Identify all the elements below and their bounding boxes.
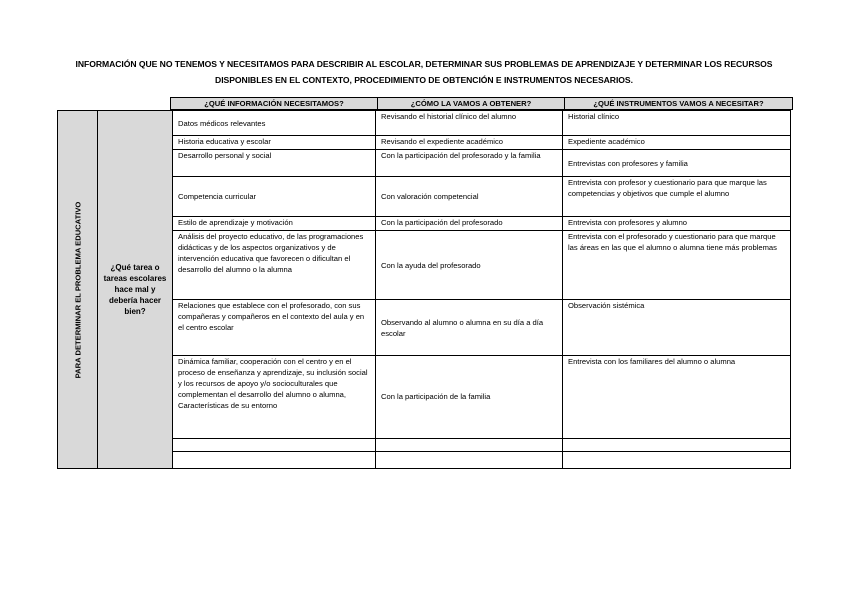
how-cell: Revisando el expediente académico [376, 136, 563, 150]
tool-cell: Entrevista con profesores y alumno [563, 217, 791, 231]
tool-cell: Entrevistas con profesores y familia [563, 150, 791, 177]
how-cell: Con la ayuda del profesorado [376, 231, 563, 300]
tool-cell: Entrevista con el profesorado y cuestionario para que marque las áreas en las que el alumno o alumna tiene más problemas [563, 231, 791, 300]
header-how-obtain: ¿CÓMO LA VAMOS A OBTENER? [377, 98, 564, 109]
how-cell: Con la participación del profesorado [376, 217, 563, 231]
tool-cell [563, 438, 791, 451]
info-cell: Competencia curricular [173, 177, 376, 217]
info-cell: Desarrollo personal y social [173, 150, 376, 177]
side-label-cell [58, 111, 98, 469]
info-table [57, 110, 791, 469]
side-label: PARA DETERMINAR EL PROBLEMA EDUCATIVO [73, 201, 82, 378]
how-cell: Observando al alumno o alumna en su día a día escolar [376, 300, 563, 355]
header-info-needed: ¿QUÉ INFORMACIÓN NECESITAMOS? [171, 98, 377, 109]
tool-cell: Observación sistémica [563, 300, 791, 355]
table-row [58, 111, 791, 136]
tool-cell: Entrevista con los familiares del alumno o alumna [563, 355, 791, 438]
question-text: ¿Qué tarea o tareas escolares hace mal y debería hacer bien? [103, 263, 167, 316]
how-cell [376, 438, 563, 451]
tool-cell: Historial clínico [563, 111, 791, 136]
info-cell: Estilo de aprendizaje y motivación [173, 217, 376, 231]
info-cell: Análisis del proyecto educativo, de las programaciones didácticas y de los aspectos organizativos y de intervención educativa que favorecen o dificultan el desarrollo del alumno o la alumna [173, 231, 376, 300]
info-cell [173, 451, 376, 468]
tool-cell [563, 451, 791, 468]
how-cell [376, 451, 563, 468]
how-cell: Con valoración competencial [376, 177, 563, 217]
tool-cell: Entrevista con profesor y cuestionario para que marque las competencias y objetivos que cumple el alumno [563, 177, 791, 217]
info-cell: Dinámica familiar, cooperación con el centro y en el proceso de enseñanza y aprendizaje, su inclusión social y los recursos de apoyo y/o socioculturales que complementan el desarrollo del alumno o alumna, Características de su entorno [173, 355, 376, 438]
info-cell: Historia educativa y escolar [173, 136, 376, 150]
document-title: INFORMACIÓN QUE NO TENEMOS Y NECESITAMOS PARA DESCRIBIR AL ESCOLAR, DETERMINAR SUS PROBLEMAS DE APRENDIZAJE Y DETERMINAR LOS RECURSOS DISPONIBLES EN EL CONTEXTO, PROCEDIMIENTO DE OBTENCIÓN E INSTRUMENTOS NECESARIOS. [75, 59, 773, 85]
header-instruments: ¿QUÉ INSTRUMENTOS VAMOS A NECESITAR? [564, 98, 792, 109]
table-header-row [170, 97, 793, 110]
info-cell [173, 438, 376, 451]
how-cell: Con la participación de la familia [376, 355, 563, 438]
tool-cell: Expediente académico [563, 136, 791, 150]
info-cell: Relaciones que establece con el profesorado, con sus compañeras y compañeros en el contexto del aula y en el centro escolar [173, 300, 376, 355]
question-cell [98, 111, 173, 469]
how-cell: Revisando el historial clínico del alumno [376, 111, 563, 136]
how-cell: Con la participación del profesorado y la familia [376, 150, 563, 177]
info-cell: Datos médicos relevantes [173, 111, 376, 136]
